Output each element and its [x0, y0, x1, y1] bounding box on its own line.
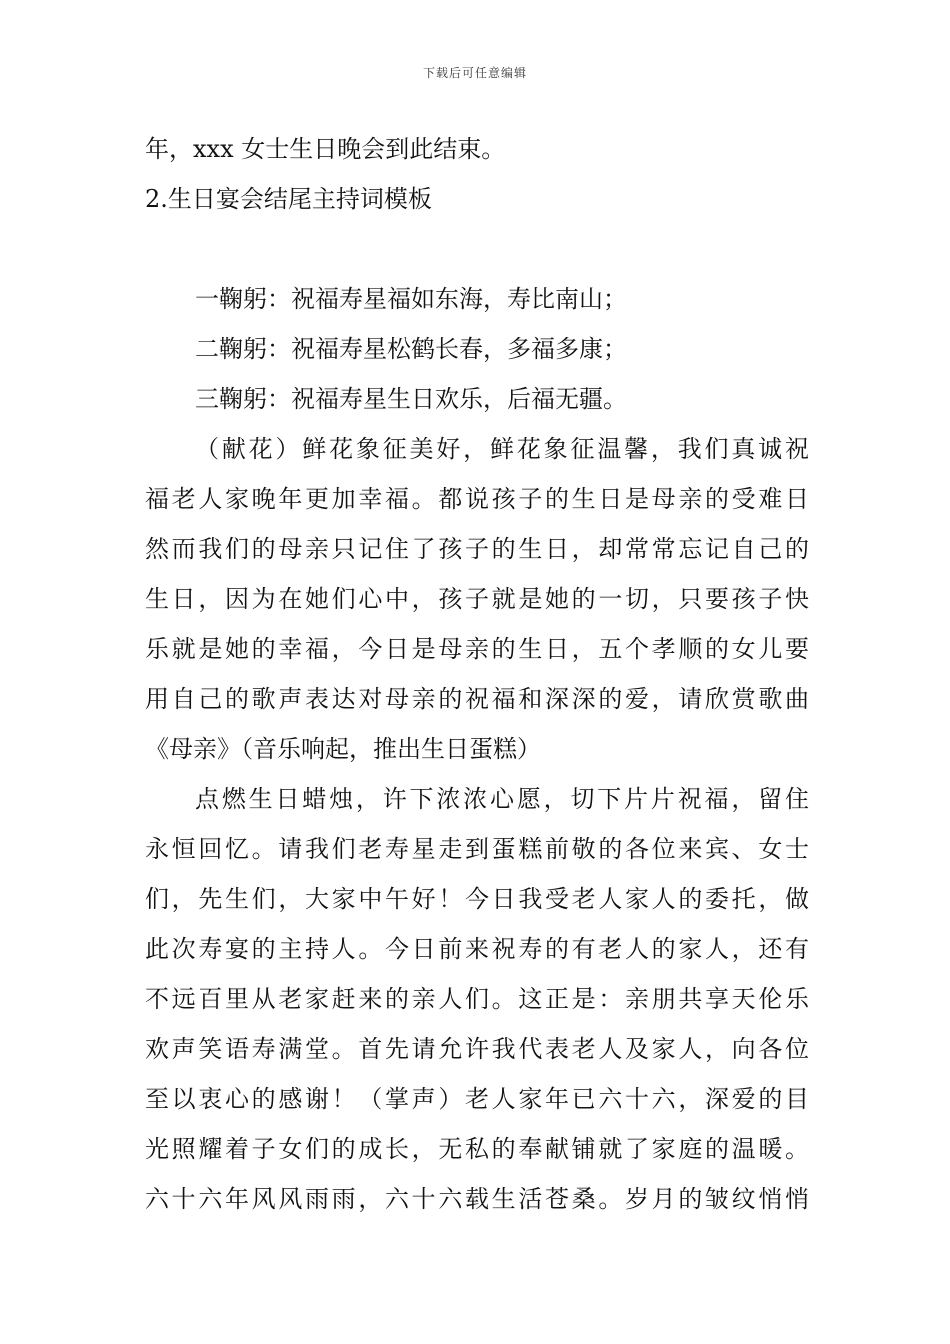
text-line: 生日，因为在她们心中，孩子就是她的一切，只要孩子快	[145, 585, 809, 613]
document-body	[145, 124, 809, 1224]
text-line: 不远百里从老家赶来的亲人们。这正是：亲朋共享天伦乐	[145, 985, 809, 1013]
text-line: 用自己的歌声表达对母亲的祝福和深深的爱，请欣赏歌曲	[145, 685, 809, 713]
text-line: 一鞠躬：祝福寿星福如东海，寿比南山；	[195, 285, 627, 313]
paragraph-first-line: （献花）鲜花象征美好，鲜花象征温馨，我们真诚祝	[195, 435, 809, 463]
text-line: 《母亲》（音乐响起，推出生日蛋糕）	[145, 735, 541, 763]
text-line: 然而我们的母亲只记住了孩子的生日，却常常忘记自己的	[145, 535, 809, 563]
text-line: 欢声笑语寿满堂。首先请允许我代表老人及家人，向各位	[145, 1035, 809, 1063]
text-line: 年，xxx 女士生日晚会到此结束。	[145, 135, 506, 163]
paragraph-first-line: 点燃生日蜡烛，许下浓浓心愿，切下片片祝福，留住	[195, 785, 809, 813]
text-line: 乐就是她的幸福，今日是母亲的生日，五个孝顺的女儿要	[145, 635, 809, 663]
blank-line	[145, 224, 809, 274]
text-line: 们，先生们，大家中午好！今日我受老人家人的委托，做	[145, 885, 809, 913]
text-line: 福老人家晚年更加幸福。都说孩子的生日是母亲的受难日	[145, 485, 809, 513]
text-line: 二鞠躬：祝福寿星松鹤长春，多福多康；	[195, 335, 627, 363]
page-header-note: 下载后可任意编辑	[422, 66, 527, 80]
section-heading: 2.生日宴会结尾主持词模板	[145, 185, 432, 213]
text-line: 六十六年风风雨雨，六十六载生活苍桑。岁月的皱纹悄悄	[145, 1185, 809, 1213]
text-line: 光照耀着子女们的成长，无私的奉献铺就了家庭的温暖。	[145, 1135, 809, 1163]
text-line: 至以衷心的感谢！（掌声）老人家年已六十六，深爱的目	[145, 1085, 809, 1113]
text-line: 三鞠躬：祝福寿星生日欢乐，后福无疆。	[195, 385, 627, 413]
text-line: 永恒回忆。请我们老寿星走到蛋糕前敬的各位来宾、女士	[145, 835, 809, 863]
text-line: 此次寿宴的主持人。今日前来祝寿的有老人的家人，还有	[145, 935, 809, 963]
